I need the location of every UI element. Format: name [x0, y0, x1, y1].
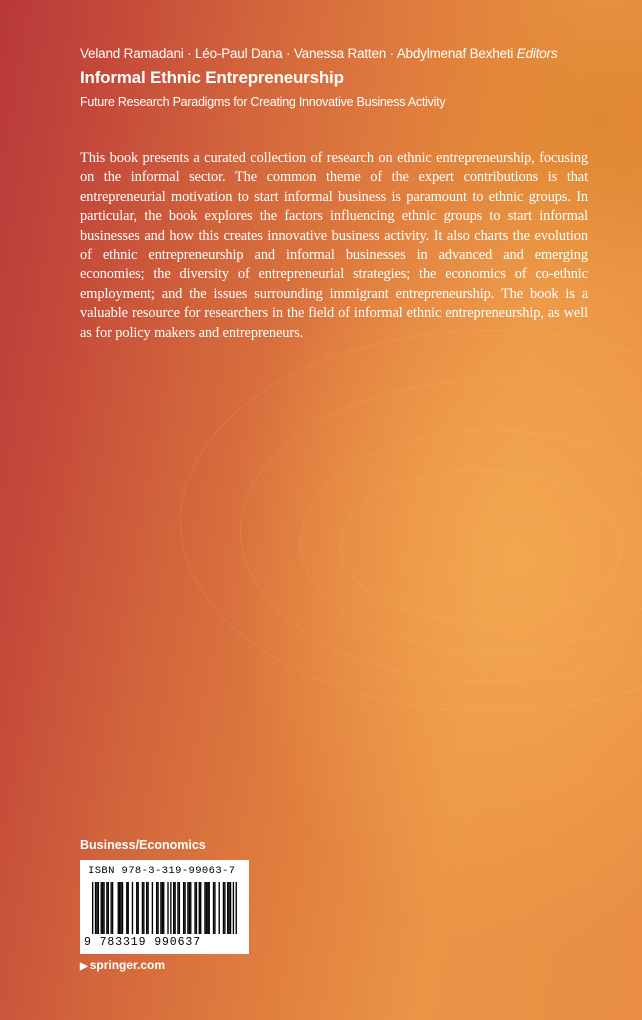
barcode-bar: [173, 882, 174, 934]
barcode-bar: [209, 882, 210, 934]
barcode-bar: [106, 882, 107, 934]
barcode-bar: [157, 882, 158, 934]
barcode-bar: [189, 882, 190, 934]
barcode-bar: [152, 882, 153, 934]
barcode-bar: [119, 882, 120, 934]
barcode-bar: [132, 882, 133, 934]
isbn-number: ISBN 978-3-319-99063-7: [88, 865, 236, 877]
barcode-bar: [110, 882, 111, 934]
barcode-bar: [160, 882, 161, 934]
book-subtitle: Future Research Paradigms for Creating Innovative Business Activity: [80, 95, 446, 109]
triangle-arrow-icon: ▶: [80, 961, 88, 972]
barcode-bar: [122, 882, 123, 934]
barcode-bar: [179, 882, 180, 934]
barcode-bar: [96, 882, 97, 934]
barcode-bar: [143, 882, 144, 934]
barcode-bar: [108, 882, 109, 934]
barcode-bar: [162, 882, 163, 934]
barcode-bar: [196, 882, 197, 934]
barcode-bar: [183, 882, 184, 934]
barcode-bar: [136, 882, 137, 934]
subject-category: Business/Economics: [80, 838, 206, 852]
barcode-bar: [102, 882, 103, 934]
barcode-bar: [98, 882, 99, 934]
barcode-bar: [204, 882, 205, 934]
barcode-bar: [184, 882, 185, 934]
barcode-bar: [147, 882, 148, 934]
barcode-bar: [170, 882, 171, 934]
barcode-bar: [200, 882, 201, 934]
barcode-bar: [137, 882, 138, 934]
barcode-bar: [230, 882, 231, 934]
publisher-website-text: springer.com: [89, 958, 166, 972]
publisher-website[interactable]: [80, 958, 165, 972]
barcode-bar: [214, 882, 215, 934]
barcode-bar: [177, 882, 178, 934]
book-description: This book presents a curated collection of research on ethnic entrepreneurship, focusing on the informal sector. The common theme of the expert contributions is that entrepreneurial motivation to start informal business is paramount to ethnic groups. In particular, the book explores the factors influencing ethnic groups to start informal businesses and how this creates innovative business activity. It also charts the evolution of ethnic entrepreneurship and informal businesses in advanced and emerging economies; the diversity of entrepreneurial strategies; the economics of co-ethnic employment; and the issues surrounding immigrant entrepreneurship. The book is a valuable resource for researchers in the field of informal ethnic entrepreneurship, as well as for policy makers and entrepreneurs.: [80, 150, 588, 341]
barcode-bar: [233, 882, 234, 934]
barcode-bar: [190, 882, 191, 934]
barcode-bar: [103, 882, 104, 934]
barcode-digits: 9 783319 990637: [84, 936, 202, 949]
barcode-icon: [92, 882, 237, 936]
barcode-bar: [163, 882, 164, 934]
barcode-bar: [187, 882, 188, 934]
barcode-bar: [227, 882, 228, 934]
barcode-bar: [228, 882, 229, 934]
background-swirl: [340, 470, 622, 622]
barcode-bar: [167, 882, 168, 934]
editors-names: Veland Ramadani · Léo-Paul Dana · Vanessa Ratten · Abdylmenaf Bexheti: [80, 46, 514, 61]
barcode-bar: [236, 882, 237, 934]
barcode-bar: [223, 882, 224, 934]
barcode-bar: [146, 882, 147, 934]
barcode-bar: [194, 882, 195, 934]
barcode-bar: [92, 882, 93, 934]
barcode-bar: [156, 882, 157, 934]
barcode-bar: [112, 882, 113, 934]
barcode-bar: [206, 882, 207, 934]
book-title: Informal Ethnic Entrepreneurship: [80, 68, 344, 87]
editors-role: Editors: [516, 46, 558, 61]
barcode-bar: [174, 882, 175, 934]
barcode-bar: [199, 882, 200, 934]
barcode-bar: [120, 882, 121, 934]
barcode-bar: [213, 882, 214, 934]
barcode-bar: [126, 882, 127, 934]
barcode-bar: [207, 882, 208, 934]
barcode-bar: [224, 882, 225, 934]
barcode-bar: [142, 882, 143, 934]
barcode-bar: [101, 882, 102, 934]
barcode-bar: [219, 882, 220, 934]
barcode-bar: [118, 882, 119, 934]
isbn-barcode-label: [80, 860, 249, 954]
editors-line: [80, 46, 557, 61]
barcode-bar: [95, 882, 96, 934]
barcode-bar: [128, 882, 129, 934]
